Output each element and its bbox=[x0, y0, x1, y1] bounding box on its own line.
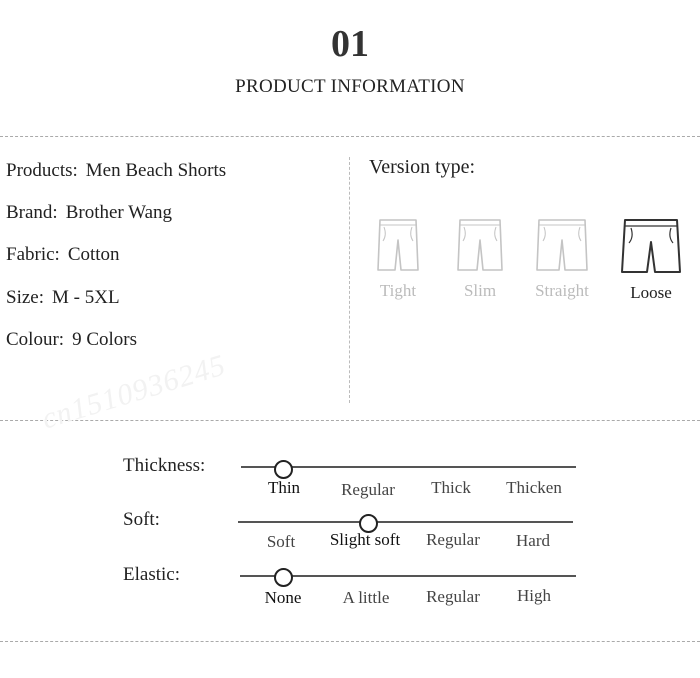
rating-option: Thin bbox=[267, 478, 301, 497]
spec-brand bbox=[6, 202, 172, 224]
spec-value: Men Beach Shorts bbox=[85, 160, 227, 181]
rating-options-soft bbox=[0, 530, 700, 554]
divider-vertical bbox=[349, 157, 350, 403]
fit-label: Loose bbox=[630, 283, 672, 302]
shorts-icon bbox=[376, 216, 420, 274]
fit-label: Straight bbox=[535, 281, 589, 300]
fit-type-tight bbox=[358, 216, 438, 301]
watermark: cn1510936245 bbox=[38, 348, 230, 436]
spec-label: Fabric: bbox=[6, 244, 60, 265]
spec-products bbox=[6, 160, 226, 182]
spec-label: Size: bbox=[6, 287, 44, 308]
spec-value: Cotton bbox=[67, 244, 120, 265]
rating-track-soft bbox=[238, 521, 573, 523]
spec-size bbox=[6, 287, 120, 309]
rating-options-thickness bbox=[0, 478, 700, 502]
rating-option: Thicken bbox=[506, 478, 562, 497]
rating-options-elastic bbox=[0, 587, 700, 611]
spec-value: 9 Colors bbox=[72, 329, 137, 350]
divider-top bbox=[0, 136, 700, 137]
shorts-icon bbox=[620, 216, 682, 276]
section-title: PRODUCT INFORMATION bbox=[235, 76, 465, 97]
rating-label-elastic: Elastic: bbox=[123, 564, 180, 585]
rating-option: Thick bbox=[431, 478, 471, 497]
section-number: 01 bbox=[331, 23, 369, 65]
shorts-icon bbox=[535, 216, 589, 274]
rating-option: None bbox=[264, 588, 302, 607]
rating-option: Regular bbox=[341, 480, 395, 499]
rating-option: Slight soft bbox=[329, 530, 401, 549]
rating-option: Soft bbox=[266, 532, 296, 551]
fit-type-slim bbox=[440, 216, 520, 301]
rating-option: A little bbox=[342, 588, 390, 607]
rating-option: Regular bbox=[426, 530, 480, 549]
spec-label: Brand: bbox=[6, 202, 58, 223]
fit-label: Tight bbox=[379, 281, 417, 300]
version-title: Version type: bbox=[369, 156, 476, 178]
spec-label: Colour: bbox=[6, 329, 65, 350]
rating-knob-thickness bbox=[274, 460, 293, 479]
spec-label: Products: bbox=[6, 160, 78, 181]
rating-label-soft: Soft: bbox=[123, 509, 160, 530]
rating-label-thickness: Thickness: bbox=[123, 455, 206, 476]
fit-type-straight bbox=[522, 216, 602, 301]
spec-value: M - 5XL bbox=[52, 287, 120, 308]
fit-type-loose bbox=[611, 216, 691, 303]
divider-bottom bbox=[0, 641, 700, 642]
rating-option: High bbox=[517, 586, 551, 605]
rating-option: Hard bbox=[516, 531, 550, 550]
rating-option: Regular bbox=[426, 587, 480, 606]
spec-value: Brother Wang bbox=[65, 202, 173, 223]
spec-fabric bbox=[6, 244, 120, 266]
shorts-icon bbox=[456, 216, 504, 274]
rating-knob-elastic bbox=[274, 568, 293, 587]
spec-colour bbox=[6, 329, 137, 351]
divider-middle bbox=[0, 420, 700, 421]
fit-label: Slim bbox=[463, 281, 497, 300]
